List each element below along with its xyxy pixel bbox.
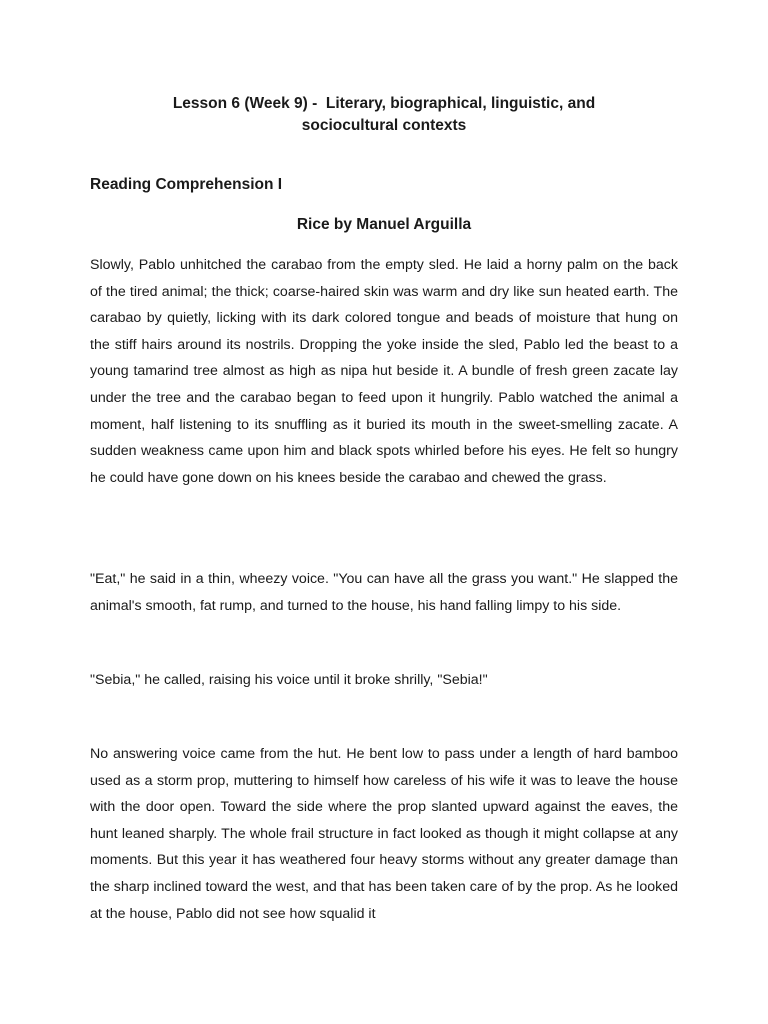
paragraph-1: Slowly, Pablo unhitched the carabao from the empty sled. He laid a horny palm on the back of the tired animal; the thick; coarse-haired skin was warm and dry like sun heated earth. The carabao by quietly, licking with its dark colored tongue and beads of moisture that hung on the stiff hairs around its nostrils. Dropping the yoke inside the sled, Pablo led the beast to a young tamarind tree almost as high as nipa hut beside it. A bundle of fresh green zacate lay under the tree and the carabao began to feed upon it hungrily. Pablo watched the animal a moment, half listening to its snuffling as it buried its mouth in the sweet-smelling zacate. A sudden weakness came upon him and black spots whirled before his eyes. He felt so hungry he could have gone down on his knees beside the carabao and chewed the grass. [90, 257, 678, 486]
section-heading: Reading Comprehension I [90, 176, 283, 193]
paragraph-2: "Eat," he said in a thin, wheezy voice. "You can have all the grass you want." He slapped the animal's smooth, fat rump, and turned to the house, his hand falling limpy to his side. [90, 571, 678, 614]
story-title: Rice by Manuel Arguilla [296, 216, 472, 233]
paragraph-3: "Sebia," he called, raising his voice until it broke shrilly, "Sebia!" [90, 672, 488, 688]
lesson-title [90, 93, 678, 137]
lesson-title-line-1: Lesson 6 (Week 9) - Literary, biographical, linguistic, and [172, 95, 596, 112]
lesson-title-line-2: sociocultural contexts [301, 117, 467, 134]
paragraph-4: No answering voice came from the hut. He bent low to pass under a length of hard bamboo used as a storm prop, muttering to himself how careless of his wife it was to leave the house with the door open. Toward the side where the prop slanted upward against the eaves, the hunt leaned sharply. The whole frail structure in fact looked as though it might collapse at any moments. But this year it has weathered four heavy storms without any greater damage than the sharp inclined toward the west, and that has been taken care of by the prop. As he looked at the house, Pablo did not see how squalid it [90, 746, 678, 922]
